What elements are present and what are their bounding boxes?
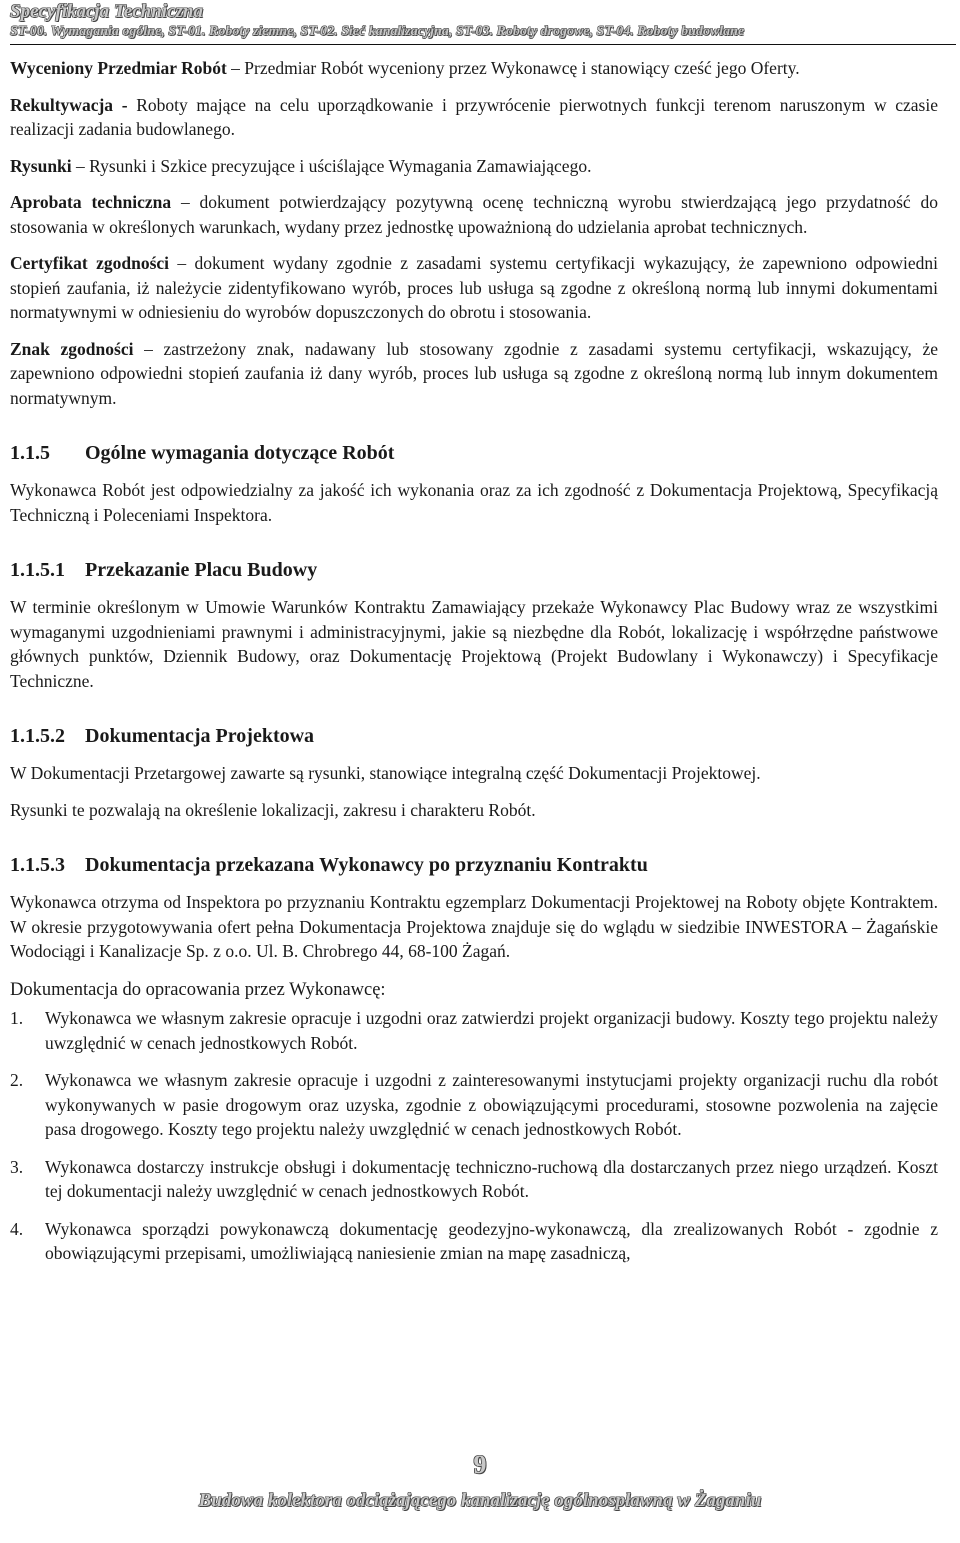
header-title: Specyfikacja Techniczna	[10, 1, 203, 22]
footer-title: Budowa kolektora odciążającego kanalizację ogólnospławną w Żaganiu	[198, 1490, 762, 1511]
definition-znak-zgodnosci: Znak zgodności – zastrzeżony znak, nadawany lub stosowany zgodnie z zasadami systemu certyfikacji, wskazujący, że zapewniono odpowiedni stopień zaufania iż dany wyrób, proces lub usługa są zgodne z określoną normą lub innym dokumentem normatywnym.	[10, 338, 938, 408]
list-item	[10, 1006, 938, 1055]
definition-text: Rysunki i Szkice precyzujące i uściślające Wymagania Zamawiającego.	[89, 155, 592, 176]
list-text: Wykonawca dostarczy instrukcje obsługi i dokumentację techniczno-ruchową dla dostarczanych przez niego urządzeń. Koszt tej dokumentacji należy uwzględnić w cenach jednostkowych Robót.	[45, 1156, 938, 1201]
section-number: 1.1.5.1	[10, 559, 65, 581]
section-heading-1-1-5-2	[10, 723, 938, 749]
definition-term: Znak zgodności	[10, 338, 134, 359]
definition-text: Roboty mające na celu uporządkowanie i przywrócenie pierwotnych funkcji terenom naruszonym w czasie realizacji zadania budowlanego.	[10, 94, 938, 139]
list-title: Dokumentacja do opracowania przez Wykonawcę:	[10, 979, 386, 1000]
list-item	[10, 1155, 938, 1204]
header-subtitle: ST-00. Wymagania ogólne, ST-01. Roboty ziemne, ST-02. Sieć kanalizacyjna, ST-03. Roboty drogowe, ST-04. Roboty budowlane	[10, 24, 745, 39]
section-heading-1-1-5	[10, 440, 938, 466]
section-title: Ogólne wymagania dotyczące Robót	[85, 442, 395, 464]
definition-certyfikat: Certyfikat zgodności – dokument wydany zgodnie z zasadami systemu certyfikacji wykazujący, że zapewniono odpowiedni stopień zaufania, iż należycie zidentyfikowano wyrób, proces lub usługa są zgodne z określoną normą lub innymi dokumentami normatywnymi w odniesieniu do wyrobów dopuszczonych do obrotu i stosowania.	[10, 253, 938, 322]
list-item	[10, 1217, 938, 1266]
definition-aprobata: Aprobata techniczna – dokument potwierdzający pozytywną ocenę techniczną wyrobu stwierdzającą jego przydatność do stosowania w określonych warunkach, wydany przez jednostkę upoważnioną do udzielania aprobat technicznych.	[10, 192, 939, 237]
section-paragraph: Wykonawca otrzyma od Inspektora po przyznaniu Kontraktu egzemplarz Dokumentacji Projektowej na Roboty objęte Kontraktem. W okresie przygotowywania ofert pełna Dokumentacja Projektowa znajduje się do wglądu w siedzibie INWESTORA – Żagańskie Wodociągi i Kanalizacje Sp. z o.o. Ul. B. Chrobrego 44, 68-100 Żagań.	[10, 892, 938, 961]
definition-term: Wyceniony Przedmiar Robót	[10, 58, 227, 78]
definition-term: Aprobata techniczna	[10, 192, 172, 212]
section-paragraph: Wykonawca Robót jest odpowiedzialny za jakość ich wykonania oraz za ich zgodność z Dokumentacja Projektową, Specyfikacją Techniczną i Poleceniami Inspektora.	[10, 480, 938, 525]
list-number: 1.	[10, 1008, 24, 1028]
section-title: Dokumentacja Projektowa	[85, 725, 315, 747]
section-paragraph: Rysunki te pozwalają na określenie lokalizacji, zakresu i charakteru Robót.	[10, 799, 536, 820]
list-text: Wykonawca we własnym zakresie opracuje i uzgodni z zainteresowanymi instytucjami projekty organizacji ruchu dla robót wykonywanych w pasie drogowym oraz uzyska, zgodnie z obowiązującymi procedurami, stosowne pozwolenia na zajęcie pasa drogowego. Koszty tego projektu należy uwzględnić w cenach jednostkowych Robót.	[45, 1070, 938, 1139]
section-heading-1-1-5-1	[10, 557, 938, 583]
definition-text: zastrzeżony znak, nadawany lub stosowany zgodnie z zasadami systemu certyfikacji, wskazujący, że zapewniono odpowiedni stopień zaufania iż dany wyrób, proces lub usługa są zgodne z określoną normą lub innym dokumentem normatywnym.	[10, 338, 938, 408]
definition-term: Rysunki	[10, 155, 72, 176]
section-title: Przekazanie Placu Budowy	[85, 559, 318, 581]
definition-term: Certyfikat zgodności	[10, 253, 170, 273]
definition-wyceniony-przedmiar: Wyceniony Przedmiar Robót – Przedmiar Robót wyceniony przez Wykonawcę i stanowiący cześć jego Oferty.	[10, 58, 800, 78]
definition-text: dokument wydany zgodnie z zasadami systemu certyfikacji wykazujący, że zapewniono odpowiedni stopień zaufania, iż należycie zidentyfikowano wyrób, proces lub usługa są zgodne z określoną normą lub innymi dokumentami normatywnymi w odniesieniu do wyrobów dopuszczonych do obrotu i stosowania.	[10, 253, 938, 322]
section-paragraph: W Dokumentacji Przetargowej zawarte są rysunki, stanowiące integralną część Dokumentacji Projektowej.	[10, 763, 761, 783]
section-number: 1.1.5.2	[10, 725, 65, 747]
definition-rekultywacja	[10, 93, 938, 142]
list-text: Wykonawca sporządzi powykonawczą dokumentację geodezyjno-wykonawczą, dla zrealizowanych Robót - zgodnie z obowiązującymi przepisami, umożliwiającą naniesienie zmian na mapę zasadniczą,	[45, 1218, 938, 1263]
list-number: 4.	[10, 1218, 24, 1239]
section-number: 1.1.5	[10, 442, 50, 464]
page-header	[10, 2, 956, 45]
section-heading-1-1-5-3	[10, 852, 938, 878]
definition-rysunki: Rysunki – Rysunki i Szkice precyzujące i uściślające Wymagania Zamawiającego.	[10, 155, 592, 176]
definition-term: Rekultywacja -	[10, 94, 128, 115]
definition-text: Przedmiar Robót wyceniony przez Wykonawcę i stanowiący cześć jego Oferty.	[244, 58, 800, 78]
section-number: 1.1.5.3	[10, 854, 65, 876]
list-number: 3.	[10, 1156, 24, 1177]
section-paragraph: W terminie określonym w Umowie Warunków Kontraktu Zamawiający przekaże Wykonawcy Plac Budowy wraz ze wszystkimi wymaganymi uzgodnieniami prawnymi i administracyjnymi, jakie są niezbędne dla Robót, lokalizację i współrzędne państwowe głównych punktów, Dziennik Budowy, oraz Dokumentację Projektową (Projekt Budowlany i Wykonawczy) i Specyfikacje Techniczne.	[10, 597, 938, 691]
document-body	[10, 56, 938, 1279]
list-item	[10, 1068, 938, 1142]
section-title: Dokumentacja przekazana Wykonawcy po przyznaniu Kontraktu	[85, 854, 648, 876]
list-text: Wykonawca we własnym zakresie opracuje i uzgodni oraz zatwierdzi projekt organizacji budowy. Koszty tego projektu należy uwzględnić w cenach jednostkowych Robót.	[45, 1008, 938, 1053]
page-number: 9	[473, 1450, 487, 1479]
definition-text: dokument potwierdzający pozytywną ocenę techniczną wyrobu stwierdzającą jego przydatność do stosowania w określonych warunkach, wydany przez jednostkę upoważnioną do udzielania aprobat technicznych.	[10, 192, 939, 237]
list-number: 2.	[10, 1070, 24, 1090]
